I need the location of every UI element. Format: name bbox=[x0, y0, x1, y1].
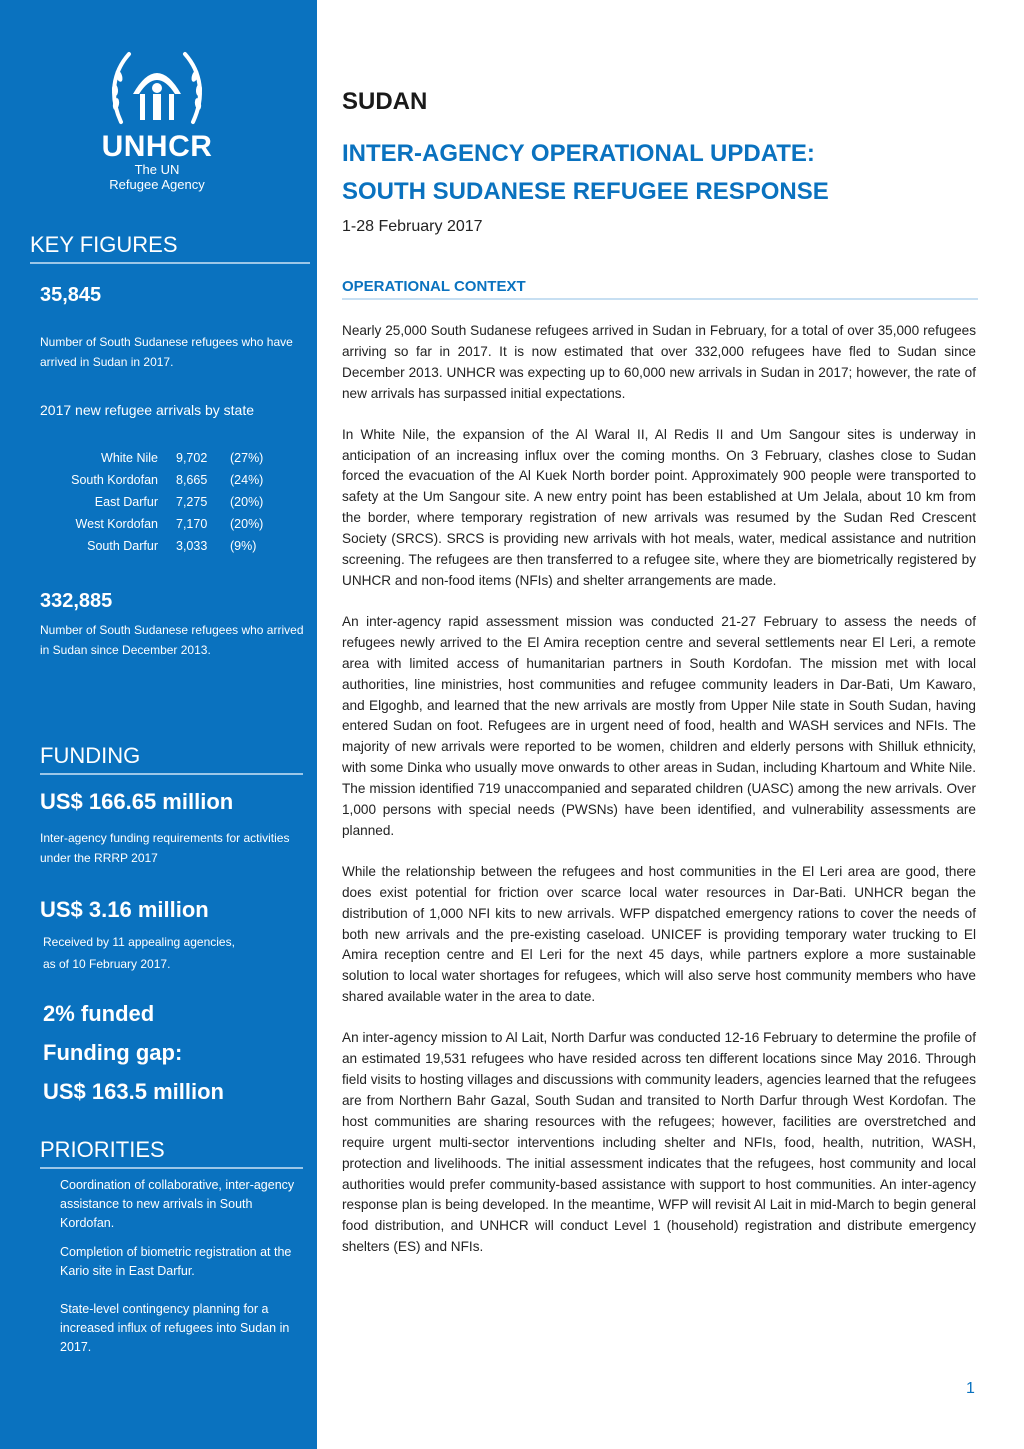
page-number: 1 bbox=[966, 1380, 975, 1397]
key-figure-2017-arrivals: 35,845 bbox=[40, 284, 102, 306]
state-value: 8,665 bbox=[176, 473, 208, 487]
paragraph: An inter-agency rapid assessment mission was conducted 21-27 February to assess the needs of refugees newly arrived to the El Amira reception centre and several settlements near El Leri, a remote area with limited access of humanitarian partners in South Kordofan. The mission met with local authorities, line ministries, host communities and refugee community leaders in Dar-Bati, Um Kawaro, and Elgoghb, and learned that the new arrivals are mostly from Upper Nile state in South Sudan, having entered Sudan on foot. Refugees are in urgent need of food, health and WASH services and NFIs. The majority of new arrivals were reported to be women, children and elderly persons with Shilluk ethnicity, with some Dinka who usually move onwards to other areas in Sudan, including Khartoum and White Nile. The mission identified 719 unaccompanied and separated children (UASC) among the new arrivals. Over 1,000 persons with special needs (PWSNs) have been identified, and vulnerability assessments are planned. bbox=[342, 613, 976, 838]
logo-tagline-1: The UN bbox=[134, 162, 180, 177]
state-name: White Nile bbox=[101, 451, 158, 465]
table-row bbox=[40, 491, 270, 513]
state-percent: (27%) bbox=[230, 451, 264, 465]
report-date: 1-28 February 2017 bbox=[342, 218, 483, 235]
section-heading: OPERATIONAL CONTEXT bbox=[342, 278, 978, 300]
arrivals-by-state-table bbox=[40, 447, 270, 557]
priorities-heading: PRIORITIES bbox=[40, 1136, 303, 1169]
table-row bbox=[40, 447, 270, 469]
logo-org-name: UNHCR bbox=[101, 130, 213, 163]
state-percent: (9%) bbox=[230, 539, 257, 553]
body-text bbox=[342, 321, 976, 1278]
table-row bbox=[40, 535, 270, 557]
priority-item: State-level contingency planning for a increased influx of refugees into Sudan in 2017. bbox=[60, 1302, 290, 1354]
document-title-line-2: SOUTH SUDANESE REFUGEE RESPONSE bbox=[342, 178, 829, 205]
document-title-line-1: INTER-AGENCY OPERATIONAL UPDATE: bbox=[342, 140, 815, 167]
key-figures-heading: KEY FIGURES bbox=[30, 231, 310, 264]
state-name: South Kordofan bbox=[71, 473, 158, 487]
funding-requirement-note: Inter-agency funding requirements for activities under the RRRP 2017 bbox=[40, 831, 290, 865]
funding-gap-label: Funding gap: bbox=[43, 1040, 183, 1065]
priority-item: Coordination of collaborative, inter-agency assistance to new arrivals in South Kordofan. bbox=[60, 1178, 295, 1230]
funding-received-amount: US$ 3.16 million bbox=[40, 897, 209, 922]
state-percent: (20%) bbox=[230, 495, 264, 509]
state-name: West Kordofan bbox=[75, 517, 158, 531]
paragraph: In White Nile, the expansion of the Al Waral II, Al Redis II and Um Sangour sites is underway in anticipation of an increasing influx over the coming months. On 3 February, clashes close to Sudan forced the evacuation of the Al Kuek North border point. Approximately 900 people were transported to safety at the Um Sangour site. A new entry point has been established at Um Jelala, about 10 km from the border, where temporary registration of new arrivals was resumed by the Sudan Red Crescent Society (SRCS). SRCS is providing new arrivals with hot meals, water, medical assistance and nutrition screening. The refugees are then transferred to a refugee site, where they are biometrically registered by UNHCR and non-food items (NFIs) and shelter arrangements are made. bbox=[342, 426, 976, 588]
funding-received-note-1: Received by 11 appealing agencies, bbox=[43, 935, 235, 949]
country-heading: SUDAN bbox=[342, 88, 428, 115]
states-heading: 2017 new refugee arrivals by state bbox=[40, 402, 255, 418]
state-percent: (20%) bbox=[230, 517, 264, 531]
funding-received-note-2: as of 10 February 2017. bbox=[43, 957, 171, 971]
key-figure-total-refugees-note: Number of South Sudanese refugees who arrived in Sudan since December 2013. bbox=[40, 623, 304, 657]
table-row bbox=[40, 513, 270, 535]
key-figure-total-refugees: 332,885 bbox=[40, 590, 113, 612]
unhcr-emblem-icon bbox=[107, 46, 207, 128]
state-value: 3,033 bbox=[176, 539, 208, 553]
unhcr-logo bbox=[92, 46, 222, 192]
funding-gap-amount: US$ 163.5 million bbox=[43, 1079, 224, 1104]
state-name: East Darfur bbox=[94, 495, 158, 509]
priority-item: Completion of biometric registration at the Kario site in East Darfur. bbox=[60, 1245, 292, 1278]
state-value: 7,170 bbox=[176, 517, 208, 531]
logo-tagline-2: Refugee Agency bbox=[109, 177, 205, 192]
key-figure-2017-arrivals-note: Number of South Sudanese refugees who have arrived in Sudan in 2017. bbox=[40, 335, 293, 369]
funded-percent: 2% funded bbox=[43, 1001, 155, 1026]
table-row bbox=[40, 469, 270, 491]
state-value: 7,275 bbox=[176, 495, 208, 509]
paragraph: Nearly 25,000 South Sudanese refugees arrived in Sudan in February, for a total of over 35,000 refugees arriving so far in 2017. It is now estimated that over 332,000 refugees have fled to Sudan since December 2013. UNHCR was expecting up to 60,000 new arrivals in Sudan in 2017; however, the rate of new arrivals has surpassed initial expectations. bbox=[342, 323, 976, 401]
paragraph: While the relationship between the refugees and host communities in the El Leri area are good, there does exist potential for friction over scarce local water resources in Dar-Bati. UNHCR began the distribution of 1,000 NFI kits to new arrivals. WFP dispatched emergency rations to cover the needs of both new arrivals and the pre-existing caseload. UNICEF is providing temporary water trucking to El Amira reception centre and El Leri for the next 45 days, while partners explore a more sustainable solution to local water shortages for refugees, which will also serve host community members who have shared available water in the area to date. bbox=[342, 863, 976, 1005]
funding-heading: FUNDING bbox=[40, 742, 303, 775]
document-title bbox=[342, 135, 978, 211]
sidebar bbox=[0, 0, 317, 1449]
paragraph: An inter-agency mission to Al Lait, North Darfur was conducted 12-16 February to determine the profile of an estimated 19,531 refugees who have resided across ten different locations since May 2016. Through field visits to hosting villages and discussions with community leaders, agencies learned that the refugees are from Northern Bahr Gazal, South Sudan and transited to North Darfur through West Kordofan. The host communities are sharing resources with the refugees; however, facilities are overstretched and require urgent multi-sector interventions including shelter and NFIs, food, health, nutrition, WASH, protection and livelihoods. The initial assessment indicates that the refugees, host community and local authorities would prefer community-based assistance with support to host communities. An inter-agency response plan is being developed. In the meantime, WFP will revisit Al Lait in mid-March to begin general food distribution, and UNHCR will conduct Level 1 (household) registration and distribute emergency shelters (ES) and NFIs. bbox=[342, 1030, 976, 1255]
state-percent: (24%) bbox=[230, 473, 264, 487]
state-value: 9,702 bbox=[176, 451, 208, 465]
funding-requirement-amount: US$ 166.65 million bbox=[40, 789, 234, 814]
state-name: South Darfur bbox=[87, 539, 158, 553]
